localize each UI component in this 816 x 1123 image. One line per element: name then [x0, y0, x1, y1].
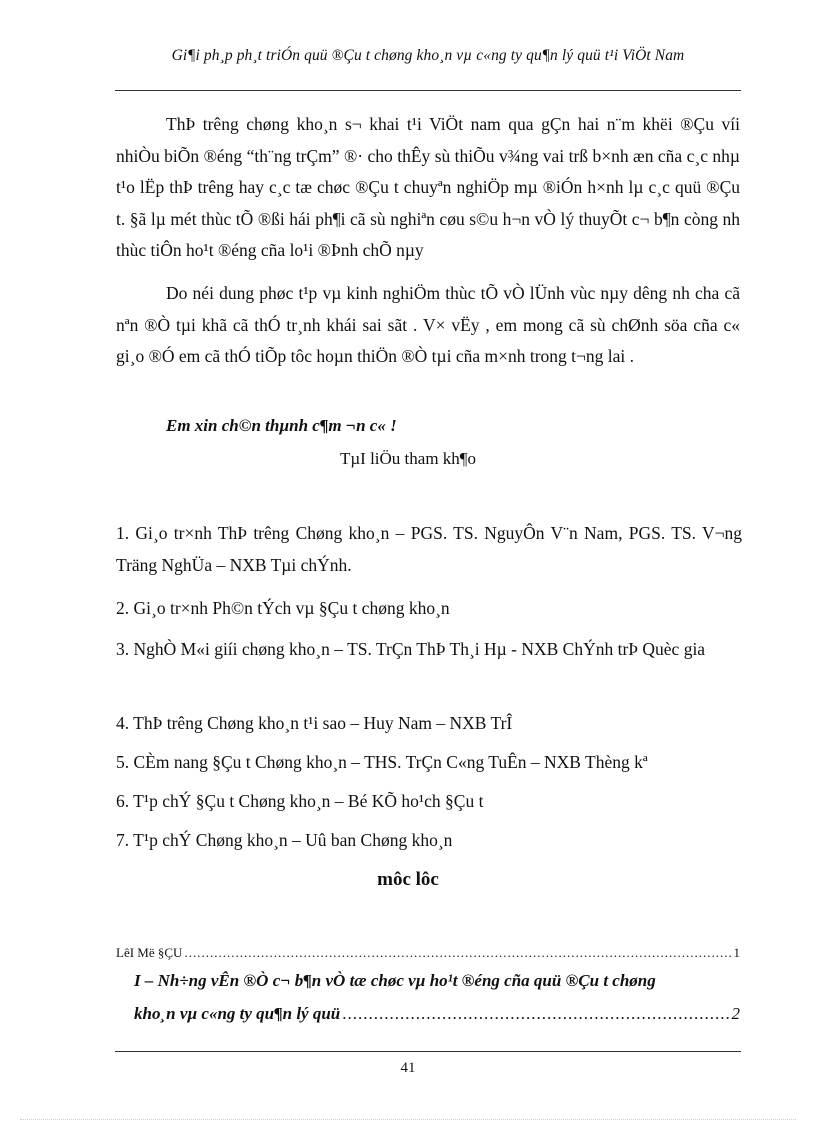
- reference-item: 6. T¹p chÝ §Çu t Chøng kho¸n – Bé KÕ ho¹ch §Çu t: [116, 791, 484, 811]
- toc-entry-1[interactable]: [116, 945, 740, 961]
- running-header-title: Gi¶i ph¸p ph¸t triÓn quü ®Çu t chøng kho¸n vµ c«ng ty qu¶n lý quü t¹i ViÖt Nam: [171, 47, 685, 64]
- toc-entry-2-line2[interactable]: [134, 1004, 740, 1024]
- closing-thanks: Em xin ch©n thµnh c¶m ¬n c« !: [166, 416, 397, 435]
- toc-entry-2-line1[interactable]: I – Nh÷ng vÊn ®Ò c¬ b¶n vÒ tæ chøc vµ ho¹t ®éng cña quü ®Çu t chøng: [134, 971, 656, 990]
- body-paragraph-1: [116, 109, 740, 267]
- page-boundary-line: [20, 1119, 796, 1120]
- paragraph-text: ThÞ trêng chøng kho¸n s¬ khai t¹i ViÖt nam qua gÇn hai n¨m khëi ®Çu víi nhiÒu biÕn ®éng “th¨ng trÇm” ®· cho thÊy sù thiÕu v¾ng vai trß b×nh æn cña c¸c nhµ t¹o lËp thÞ trêng hay c¸c tæ chøc ®Çu t chuyªn nghiÖp mµ ®iÓn h×nh lµ c¸c quü ®Çu t. §ã lµ mét thùc tÕ ®ßi hái ph¶i cã sù nghiªn cøu s©u h¬n vÒ lý thuyÕt c¬ b¶n còng nh thùc tiÔn ho¹t ®éng cña lo¹i ®Þnh chÕ nµy: [116, 114, 740, 261]
- reference-item: 5. CÈm nang §Çu t Chøng kho¸n – THS. TrÇn C«ng TuÊn – NXB Thèng kª: [116, 752, 648, 772]
- body-paragraph-2: [116, 278, 740, 373]
- toc-entry-page: 2: [731, 1004, 740, 1023]
- toc-heading: môc lôc: [377, 869, 439, 890]
- page-number: 41: [400, 1060, 416, 1076]
- reference-item: 4. ThÞ trêng Chøng kho¸n t¹i sao – Huy Nam – NXB TrÎ: [116, 713, 513, 733]
- toc-entry-label: LêI Më §ÇU: [116, 945, 183, 960]
- reference-item: 2. Gi¸o tr×nh Ph©n tÝch vµ §Çu t chøng kho¸n: [116, 598, 450, 618]
- toc-leader-dots: [342, 1004, 729, 1024]
- toc-entry-label: kho¸n vµ c«ng ty qu¶n lý quü: [134, 1004, 341, 1023]
- toc-entry-page: 1: [733, 945, 740, 960]
- reference-item: 3. NghÒ M«i giíi chøng kho¸n – TS. TrÇn ThÞ Th¸i Hµ - NXB ChÝnh trÞ Quèc gia: [116, 639, 706, 659]
- toc-leader-dots: [184, 945, 731, 961]
- references-heading: TµI liÖu tham kh¶o: [339, 449, 476, 468]
- reference-item: 7. T¹p chÝ Chøng kho¸n – Uû ban Chøng kho¸n: [116, 830, 453, 850]
- header-rule: [115, 90, 741, 91]
- footer-rule: [115, 1051, 741, 1052]
- reference-item: 1. Gi¸o tr×nh ThÞ trêng Chøng kho¸n – PGS. TS. NguyÔn V¨n Nam, PGS. TS. V¬ng Träng NghÜa – NXB Tµi chÝnh.: [116, 523, 742, 575]
- paragraph-text: Do néi dung phøc t¹p vµ kinh nghiÖm thùc tÕ vÒ lÜnh vùc nµy dêng nh cha cã nªn ®Ò tµi khã cã thÓ tr¸nh khái sai sãt . V× vËy , em mong cã sù chØnh söa cña c« gi¸o ®Ó em cã thÓ tiÕp tôc hoµn thiÖn ®Ò tµi cña m×nh trong t¬ng lai .: [116, 283, 740, 367]
